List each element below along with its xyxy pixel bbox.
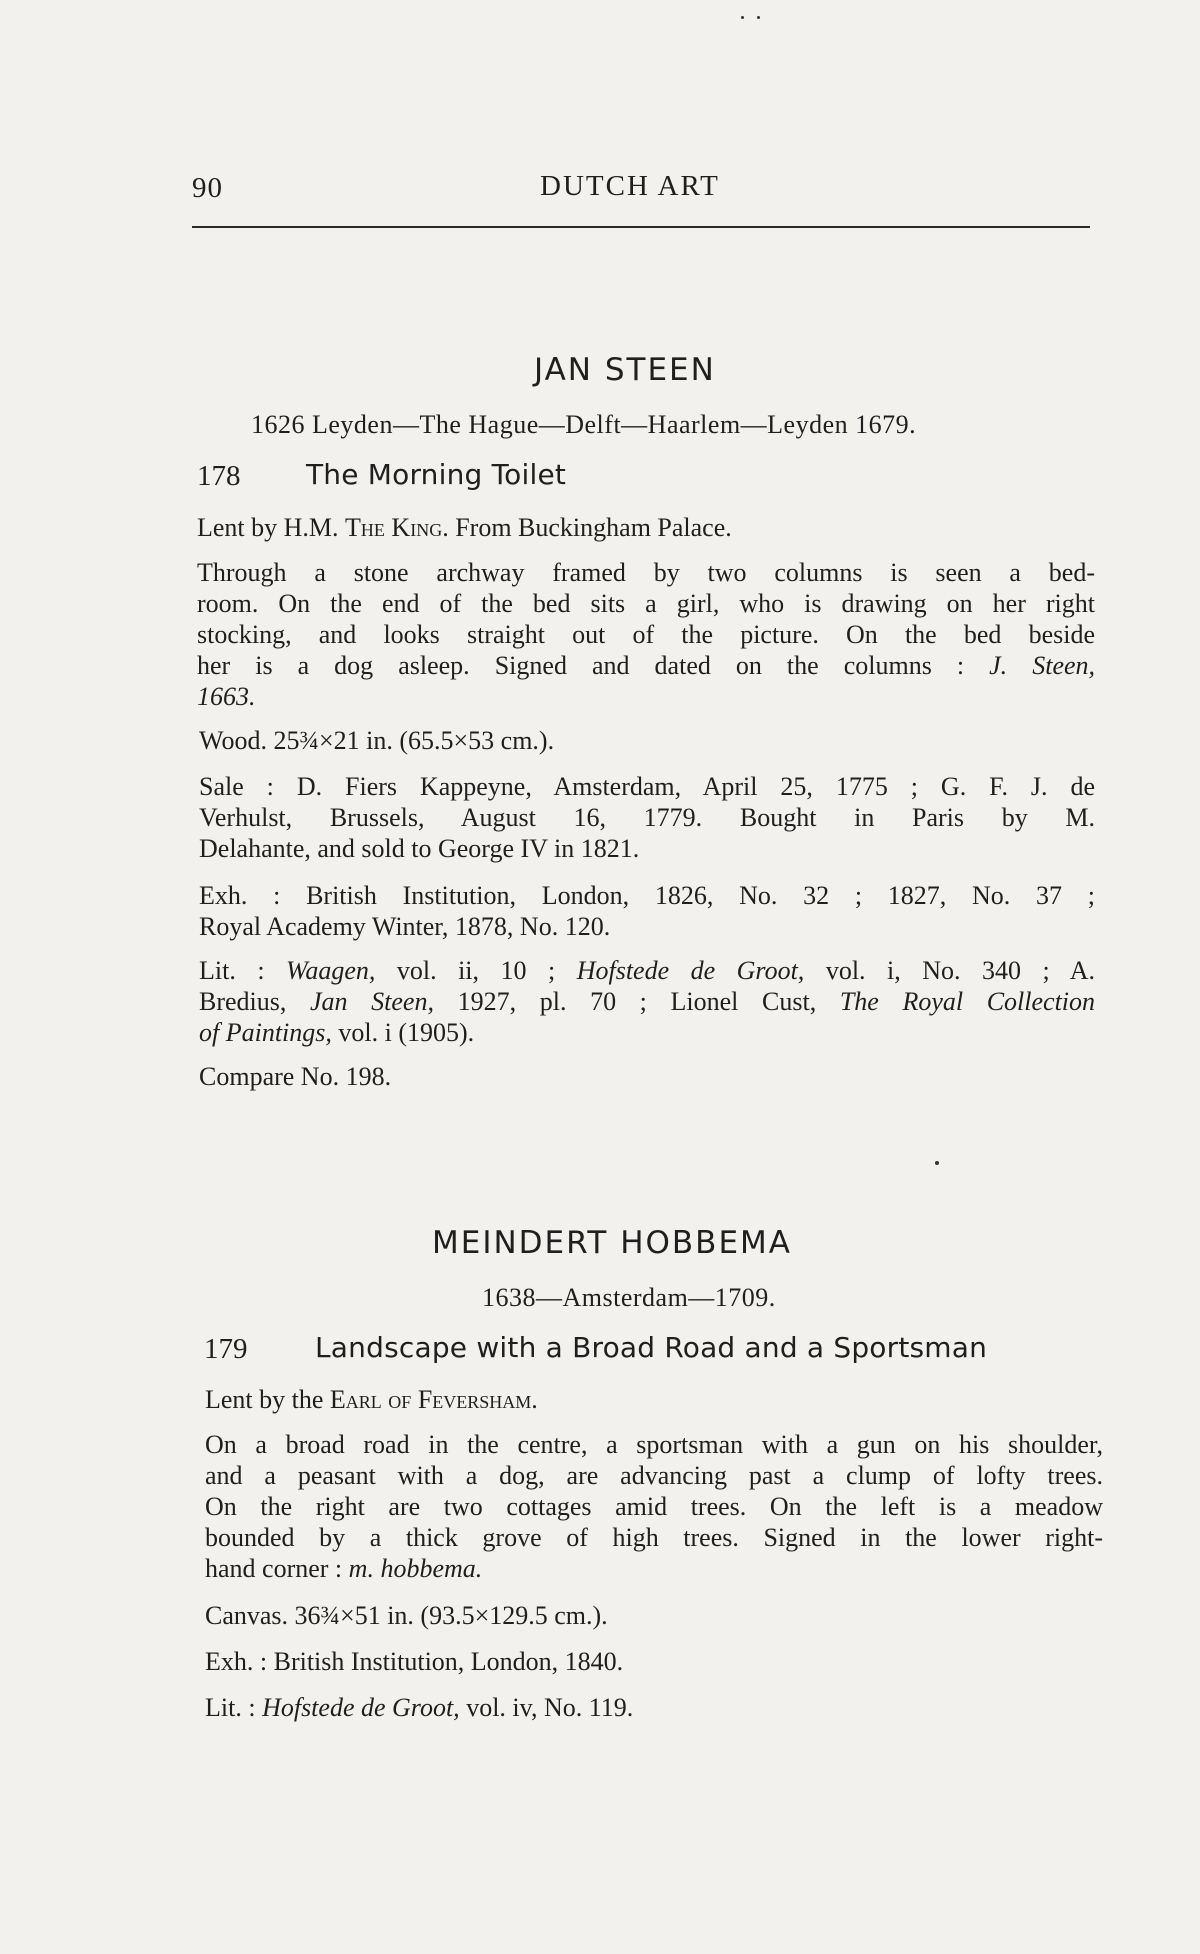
print-speck	[741, 16, 744, 19]
description-line: Through a stone archway framed by two columns is seen a bed-	[197, 558, 1095, 587]
description-line: hand corner : m. hobbema.	[205, 1554, 483, 1583]
description-paragraph	[205, 1429, 1103, 1584]
work-title: Landscape with a Broad Road and a Sportsman	[315, 1331, 988, 1364]
description-paragraph	[197, 557, 1095, 712]
artist-dates: 1638—Amsterdam—1709.	[482, 1283, 776, 1312]
literature: Lit. : Waagen, vol. ii, 10 ; Hofstede de Groot, vol. i, No. 340 ; A. Bredius, Jan Steen, 1927, pl. 70 ; Lionel Cust, The Royal Collection of Paintings, vol. i (1905).	[199, 956, 1096, 1047]
exhibition-history: Exh. : British Institution, London, 1840.	[205, 1647, 624, 1676]
catalogue-number: 179	[204, 1333, 248, 1365]
catalogue-number: 178	[197, 460, 241, 492]
medium-dimensions: Wood. 25¾×21 in. (65.5×53 cm.).	[199, 726, 555, 755]
medium-dimensions: Canvas. 36¾×51 in. (93.5×129.5 cm.).	[205, 1601, 608, 1630]
print-speck	[757, 16, 760, 19]
description-line: her is a dog asleep. Signed and dated on the columns : J. Steen,	[197, 651, 1096, 680]
description-line: On a broad road in the centre, a sportsman with a gun on his shoulder,	[205, 1430, 1103, 1459]
artist-heading: JAN STEEN	[534, 352, 716, 388]
header-rule	[192, 226, 1090, 228]
print-speck	[935, 1161, 939, 1165]
lender-line: Lent by H.M. The King. From Buckingham Palace.	[197, 513, 732, 542]
description-line: room. On the end of the bed sits a girl, who is drawing on her right	[197, 589, 1095, 618]
sale-history: Sale : D. Fiers Kappeyne, Amsterdam, April 25, 1775 ; G. F. J. de Verhulst, Brussels, August 16, 1779. Bought in Paris by M. Delahante, and sold to George IV in 1821.	[199, 772, 1095, 863]
description-line: 1663.	[197, 682, 256, 711]
compare-note: Compare No. 198.	[199, 1062, 392, 1091]
artist-heading: MEINDERT HOBBEMA	[432, 1225, 792, 1261]
running-title: DUTCH ART	[540, 170, 720, 202]
description-line: and a peasant with a dog, are advancing past a clump of lofty trees.	[205, 1461, 1103, 1490]
description-line: bounded by a thick grove of high trees. Signed in the lower right-	[205, 1523, 1103, 1552]
literature: Lit. : Hofstede de Groot, vol. iv, No. 119.	[205, 1693, 634, 1722]
description-line: On the right are two cottages amid trees. On the left is a meadow	[205, 1492, 1103, 1521]
artist-dates: 1626 Leyden—The Hague—Delft—Haarlem—Leyden 1679.	[251, 410, 917, 439]
description-line: stocking, and looks straight out of the picture. On the bed beside	[197, 620, 1095, 649]
lender-line: Lent by the Earl of Feversham.	[205, 1385, 538, 1414]
exhibition-history: Exh. : British Institution, London, 1826, No. 32 ; 1827, No. 37 ; Royal Academy Winter, 1878, No. 120.	[199, 881, 1095, 941]
work-title: The Morning Toilet	[306, 458, 567, 491]
page-number: 90	[192, 172, 223, 204]
